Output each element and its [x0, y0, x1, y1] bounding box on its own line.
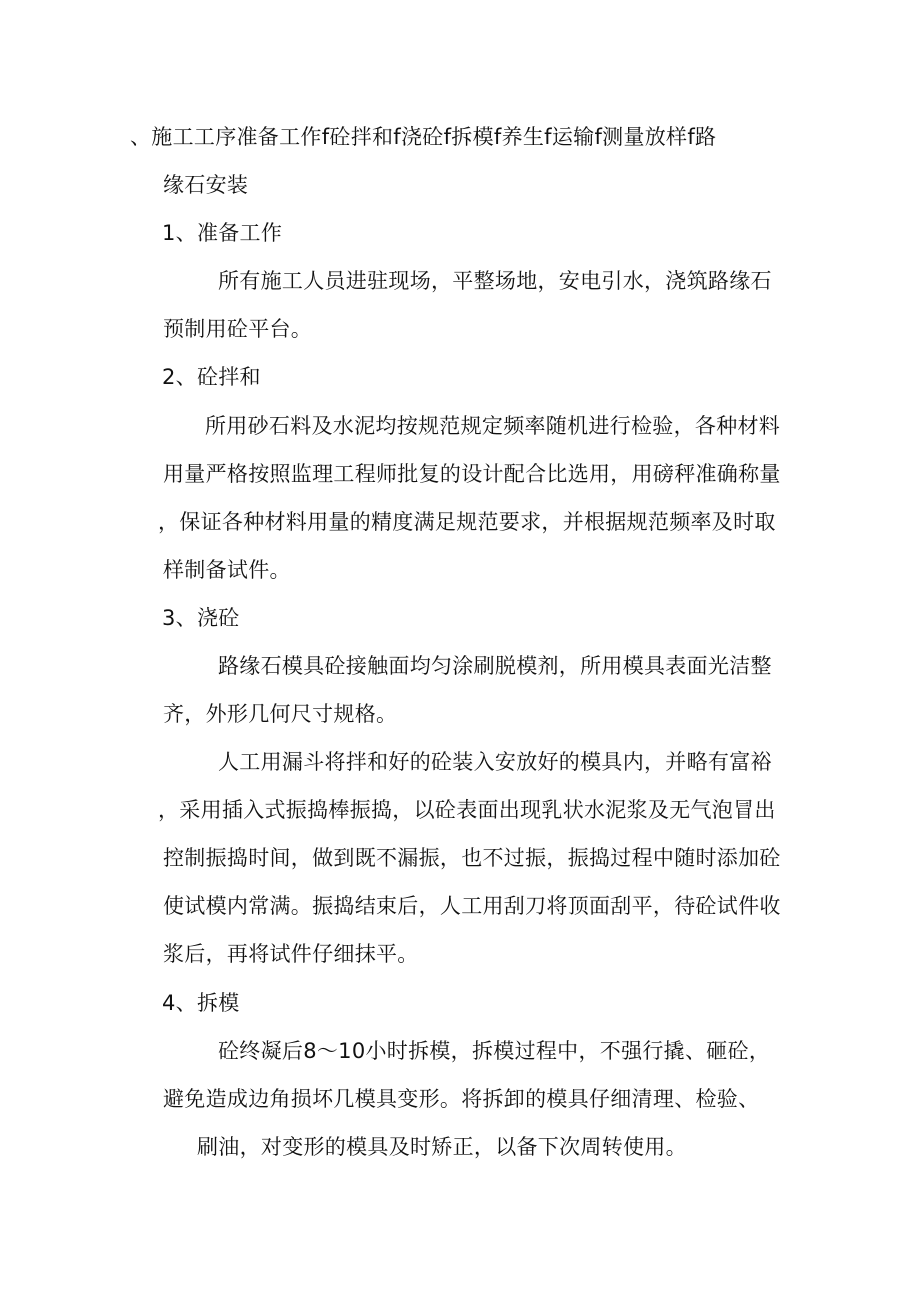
- intro-line: 缘石安装: [163, 173, 249, 197]
- paragraph-line: 人工用漏斗将拌和好的砼装入安放好的模具内，并略有富裕: [218, 750, 772, 774]
- paragraph-line: 使试模内常满。振捣结束后，人工用刮刀将顶面刮平，待砼试件收: [163, 894, 781, 918]
- paragraph-line: 避免造成边角损坏几模具变形。将拆卸的模具仔细清理、检验、: [163, 1087, 760, 1111]
- paragraph-line: 预制用砼平台。: [163, 317, 313, 341]
- paragraph-line: 路缘石模具砼接触面均匀涂刷脱模剂，所用模具表面光洁整: [218, 654, 772, 678]
- paragraph-line: 用量严格按照监理工程师批复的设计配合比选用，用磅秤准确称量: [163, 462, 781, 486]
- intro-line: 、施工工序准备工作f砼拌和f浇砼f拆模f养生f运输f测量放样f路: [130, 125, 717, 149]
- paragraph-line: 所用砂石料及水泥均按规范规定频率随机进行检验，各种材料: [205, 414, 781, 438]
- paragraph-line: ，采用插入式振捣棒振捣，以砼表面出现乳状水泥浆及无气泡冒出: [158, 798, 776, 822]
- paragraph-line: 刷油，对变形的模具及时矫正，以备下次周转使用。: [197, 1135, 687, 1159]
- paragraph-line: 齐，外形几何尺寸规格。: [163, 702, 398, 726]
- section-heading: 1、准备工作: [162, 221, 283, 245]
- section-heading: 3、浇砼: [162, 606, 240, 630]
- paragraph-line: ，保证各种材料用量的精度满足规范要求，并根据规范频率及时取: [158, 510, 776, 534]
- paragraph-line: 砼终凝后8～10小时拆模，拆模过程中，不强行撬、砸砼，: [218, 1039, 771, 1063]
- paragraph-line: 浆后，再将试件仔细抹平。: [163, 942, 419, 966]
- section-heading: 2、砼拌和: [162, 365, 261, 389]
- section-heading: 4、拆模: [162, 991, 240, 1015]
- paragraph-line: 样制备试件。: [163, 558, 291, 582]
- paragraph-line: 所有施工人员进驻现场，平整场地，安电引水，浇筑路缘石: [218, 269, 772, 293]
- paragraph-line: 控制振捣时间，做到既不漏振，也不过振，振捣过程中随时添加砼: [163, 846, 781, 870]
